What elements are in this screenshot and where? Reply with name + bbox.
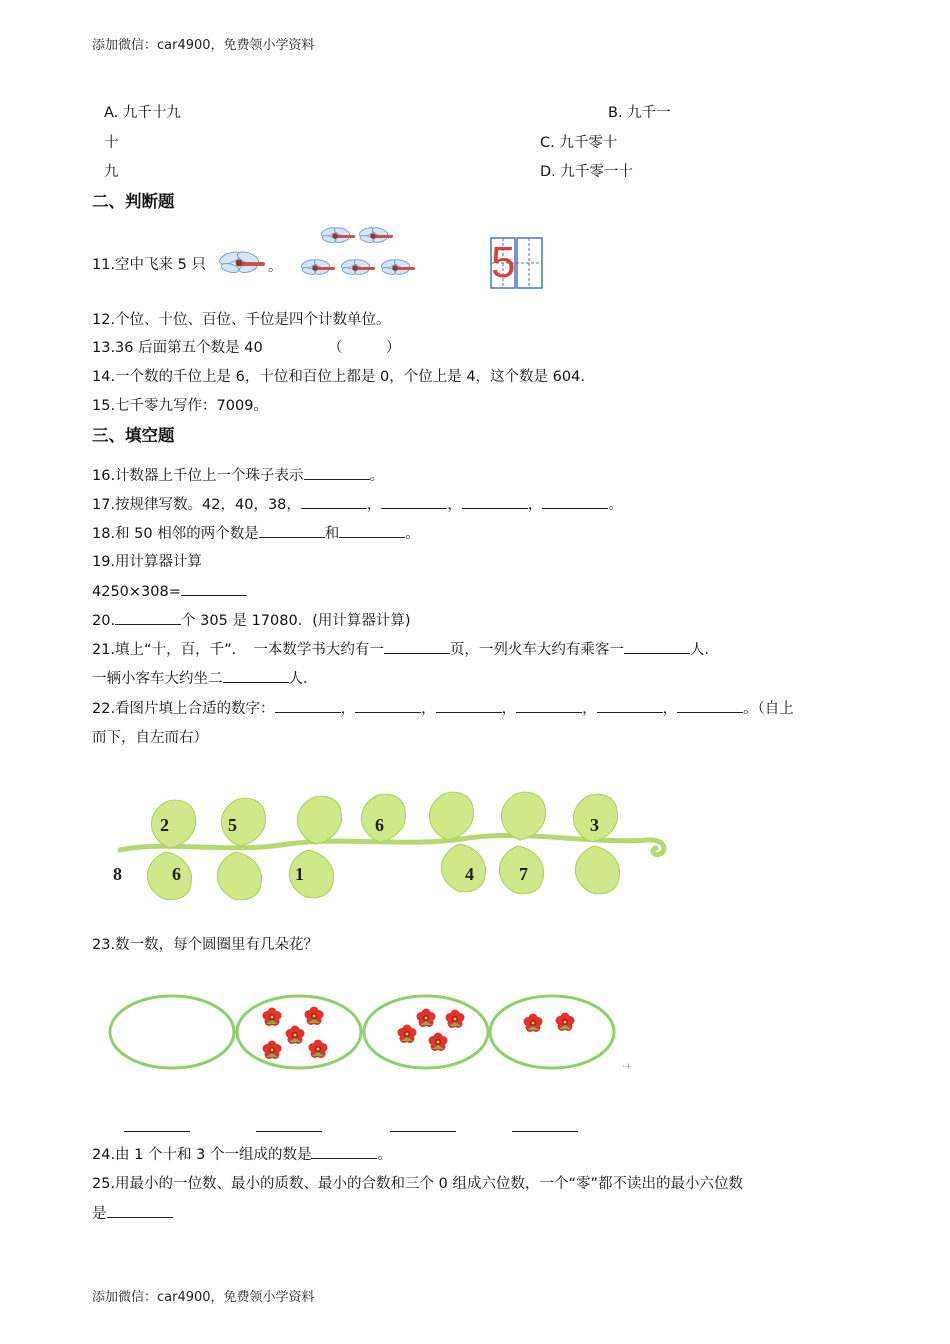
q18-and: 和	[324, 526, 340, 542]
q21-line-2	[92, 668, 318, 689]
q22-end: 。（自上	[743, 701, 794, 717]
q21-text-b: 页，一列火车大约有乘客一	[449, 642, 624, 658]
grid-digit: 5	[491, 238, 516, 287]
leaf-number-6: 6	[172, 864, 181, 884]
q20-text: 个 305 是 17080．(用计算器计算)	[181, 613, 411, 629]
flower-circles-figure	[104, 990, 639, 1076]
q22-sep-1: ，	[340, 701, 356, 717]
q23-answer-line-3[interactable]	[390, 1131, 456, 1132]
q17-blank-3[interactable]	[462, 494, 528, 509]
q16-blank[interactable]	[304, 465, 370, 480]
q17-blank-2[interactable]	[381, 494, 447, 509]
q21-text-c: 人．	[689, 642, 719, 658]
q21-blank-1[interactable]	[384, 639, 450, 654]
q18-blank-2[interactable]	[339, 523, 405, 538]
q11-text-a: 11.空中飞来 5 只	[92, 257, 207, 273]
dragonfly-group-icon	[300, 222, 425, 284]
leaf-upper-6	[501, 792, 545, 840]
q17-sep-2: ，	[447, 497, 462, 513]
leaf-lower-6	[575, 846, 619, 894]
q19-expression: 4250×308=	[92, 584, 181, 600]
leaf-number-4: 3	[590, 815, 599, 835]
q22-blank-5[interactable]	[597, 698, 663, 713]
circle-3	[364, 996, 488, 1068]
q22-sep-4: ，	[582, 701, 597, 717]
q19-blank[interactable]	[181, 581, 247, 596]
q17-end: 。	[608, 497, 623, 513]
q23-text: 23.数一数，每个圆圈里有几朵花？	[92, 937, 319, 953]
q16-text: 16.计数器上千位上一个珠子表示	[92, 468, 304, 484]
q21-line-1	[92, 639, 719, 660]
option-b: B. 九千一	[608, 105, 671, 121]
q24-end: 。	[377, 1147, 392, 1163]
leaf-number-9: 7	[519, 864, 528, 884]
q22-blank-4[interactable]	[516, 698, 582, 713]
q22-sep-3: ，	[501, 701, 517, 717]
leaf-upper-5	[429, 792, 473, 840]
leaf-upper-3	[297, 796, 341, 844]
q23-answer-line-1[interactable]	[124, 1131, 190, 1132]
q17-sep-1: ，	[366, 497, 382, 513]
q16-line	[92, 465, 384, 486]
vine-leaves-figure	[108, 778, 673, 910]
q17-blank-4[interactable]	[542, 494, 608, 509]
q21-text-e: 人．	[288, 671, 318, 687]
q12-text: 12.个位、十位、百位、千位是四个计数单位。	[92, 312, 391, 328]
q18-blank-1[interactable]	[259, 523, 325, 538]
footer-text: 添加微信：car4900，免费领小学资料	[92, 1290, 315, 1305]
q25-line-2	[92, 1203, 173, 1224]
q13-text: 13.36 后面第五个数是 40	[92, 340, 263, 356]
leaf-lower-2	[217, 852, 261, 900]
q24-blank[interactable]	[311, 1144, 377, 1159]
q20-blank[interactable]	[115, 610, 181, 625]
leaf-number-5: 8	[113, 864, 122, 884]
q25-text-b: 是	[92, 1206, 107, 1222]
q21-blank-3[interactable]	[223, 668, 289, 683]
q18-end: 。	[405, 526, 420, 542]
svg-text:·+: ·+	[622, 1062, 633, 1072]
leaf-number-3: 6	[375, 815, 384, 835]
q18-line	[92, 523, 420, 544]
leaf-lower-4	[441, 844, 485, 892]
section3-title: 三、填空题	[92, 426, 175, 445]
section2-title: 二、判断题	[92, 192, 175, 211]
option-d: D. 九千零一十	[540, 164, 633, 180]
q25-text: 25.用最小的一位数、最小的质数、最小的合数和三个 0 组成六位数，一个“零”都不读出的最小六位数	[92, 1176, 744, 1192]
leaf-lower-1	[147, 852, 191, 900]
q22-sep-5: ，	[662, 701, 678, 717]
q20-num: 20.	[92, 613, 116, 629]
q16-end: 。	[369, 468, 385, 484]
q21-text-d: 一辆小客车大约坐二	[92, 671, 223, 687]
q22-sep-2: ，	[421, 701, 436, 717]
dragonfly-icon	[218, 246, 268, 282]
q19-title: 19.用计算器计算	[92, 554, 203, 570]
q23-answer-line-4[interactable]	[512, 1131, 578, 1132]
q21-text-a: 21.填上“十，百，千”． 一本数学书大约有一	[92, 642, 384, 658]
circle-1	[110, 996, 234, 1068]
q22-blank-6[interactable]	[677, 698, 743, 713]
leaf-upper-1	[151, 800, 195, 848]
q21-blank-2[interactable]	[624, 639, 690, 654]
option-c: C. 九千零十	[540, 135, 618, 151]
q22-blank-3[interactable]	[436, 698, 502, 713]
option-d-prefix: 九	[104, 164, 119, 180]
q25-blank[interactable]	[107, 1203, 173, 1218]
q14-text: 14.一个数的千位上是 6，十位和百位上都是 0，个位上是 4，这个数是 604.	[92, 369, 585, 385]
q15-text: 15.七千零九写作：7009。	[92, 398, 268, 414]
leaf-number-1: 2	[160, 815, 169, 835]
q24-line	[92, 1144, 392, 1165]
header-text: 添加微信：car4900，免费领小学资料	[92, 38, 315, 53]
leaf-number-8: 4	[465, 864, 474, 884]
q22-line-1	[92, 698, 794, 719]
q22-text: 22.看图片填上合适的数字：	[92, 701, 275, 717]
q23-answer-line-2[interactable]	[256, 1131, 322, 1132]
q18-text: 18.和 50 相邻的两个数是	[92, 526, 259, 542]
q24-text: 24.由 1 个十和 3 个一组成的数是	[92, 1147, 312, 1163]
q17-blank-1[interactable]	[301, 494, 367, 509]
q11-text-b: 。	[268, 259, 283, 275]
leaf-number-2: 5	[228, 815, 237, 835]
q17-sep-3: ，	[527, 497, 543, 513]
circle-4	[490, 996, 614, 1068]
q17-line	[92, 494, 623, 515]
q13-paren: （ ）	[328, 340, 401, 356]
q19-line	[92, 581, 247, 602]
q20-line	[92, 610, 411, 631]
option-a: A. 九千十九	[104, 105, 181, 121]
q17-text: 17.按规律写数。42，40，38，	[92, 497, 301, 513]
option-c-prefix: 十	[104, 135, 119, 151]
q22-blank-1[interactable]	[275, 698, 341, 713]
q22-line-2: 而下，自左而右）	[92, 730, 208, 746]
q22-blank-2[interactable]	[355, 698, 421, 713]
leaf-number-7: 1	[295, 864, 304, 884]
